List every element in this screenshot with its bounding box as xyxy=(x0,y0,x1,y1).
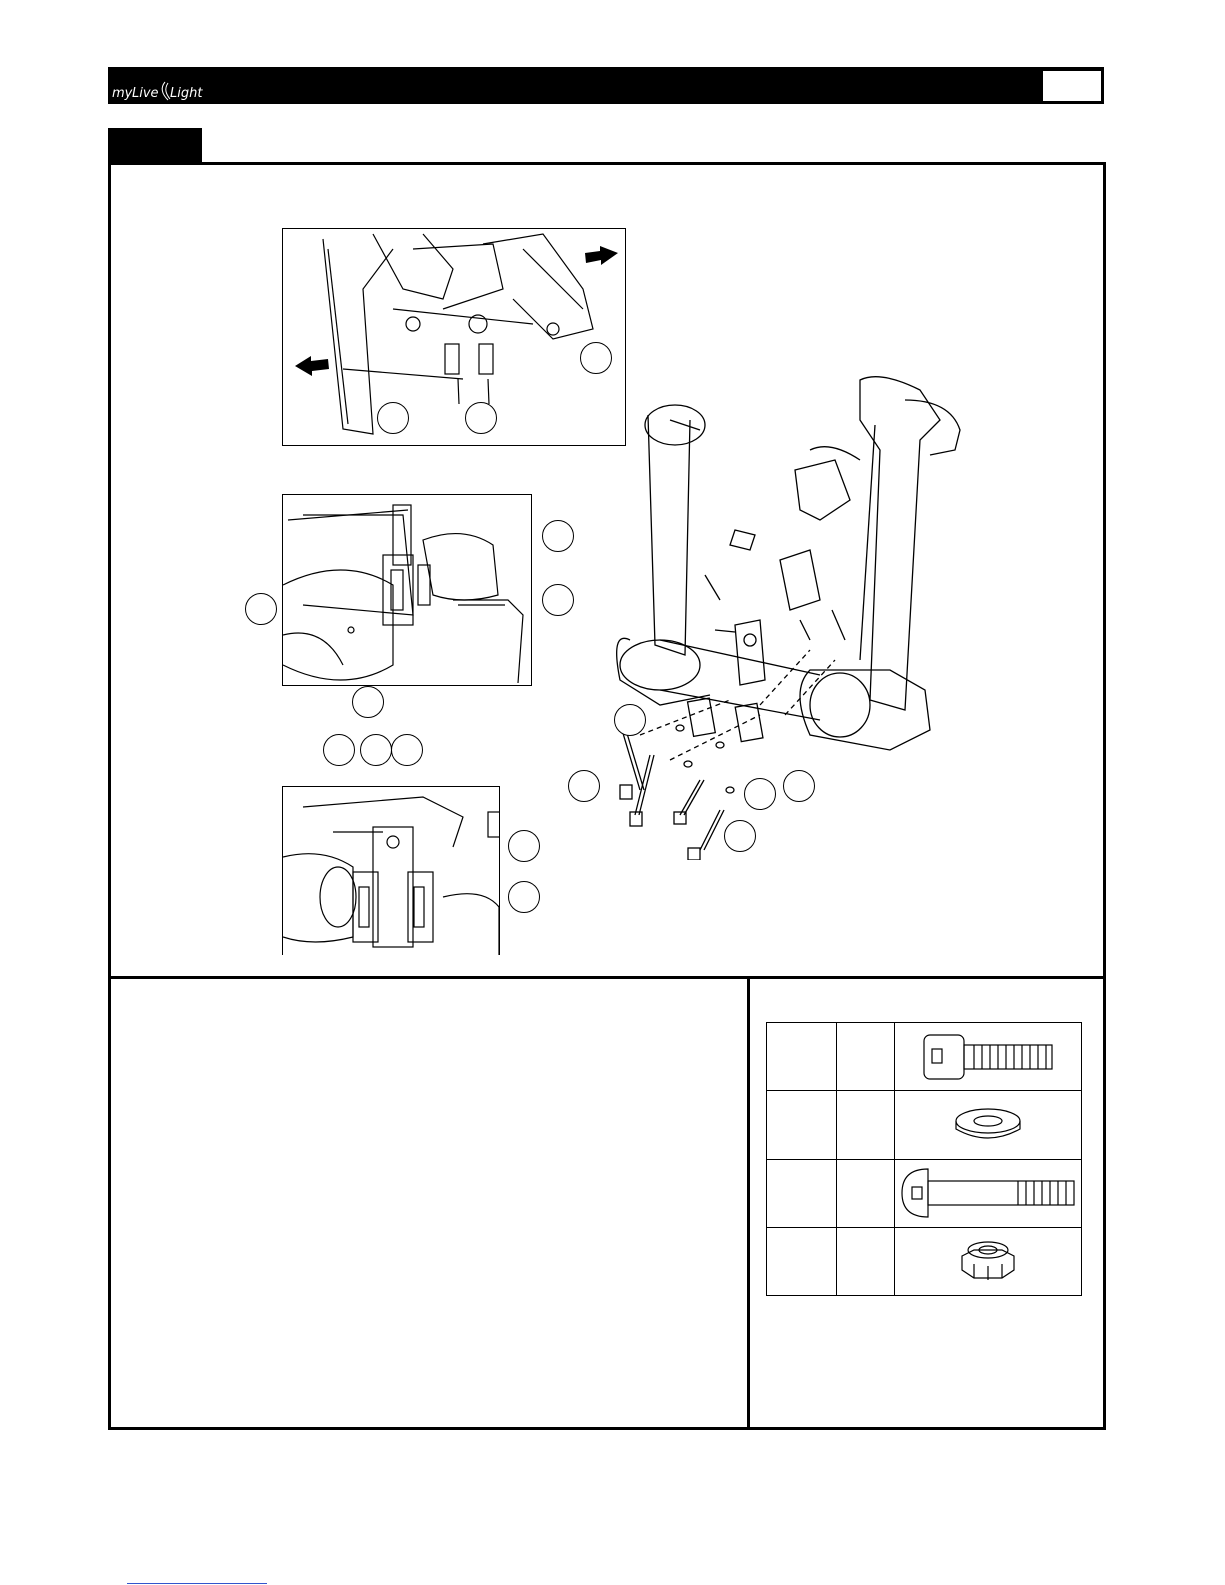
socket-head-bolt-icon xyxy=(918,1029,1058,1085)
step-tab xyxy=(108,128,202,165)
svg-text:my: my xyxy=(112,86,133,101)
callout-main-bolt-short xyxy=(724,820,756,852)
part-number-cell xyxy=(767,1023,837,1091)
page-number-box xyxy=(1042,70,1102,102)
quantity-cell xyxy=(836,1227,894,1295)
svg-text:Live: Live xyxy=(132,86,159,101)
hardware-table xyxy=(766,1022,1082,1296)
callout-view3-2 xyxy=(360,734,392,766)
part-number-cell xyxy=(767,1227,837,1295)
arrow-left-icon xyxy=(295,356,329,376)
detail-view-bracket xyxy=(282,494,532,686)
callout-view3-4 xyxy=(508,830,540,862)
table-row xyxy=(767,1091,1082,1159)
column-divider xyxy=(747,976,750,1427)
arrow-right-icon xyxy=(585,246,618,265)
part-image-cell xyxy=(895,1159,1082,1227)
callout-view3-1 xyxy=(323,734,355,766)
callout-main-washer xyxy=(614,704,646,736)
bolt-detail-illustration xyxy=(283,787,499,955)
part-image-cell xyxy=(895,1227,1082,1295)
callout-view1-left xyxy=(377,402,409,434)
button-head-bolt-icon xyxy=(898,1163,1078,1223)
callout-view1-center xyxy=(465,402,497,434)
table-row xyxy=(767,1159,1082,1227)
table-row xyxy=(767,1023,1082,1091)
callout-main-clamp xyxy=(783,770,815,802)
nylon-lock-nut-icon xyxy=(948,1236,1028,1286)
callout-main-nut xyxy=(744,778,776,810)
section-divider xyxy=(108,976,1106,979)
table-row xyxy=(767,1227,1082,1295)
svg-text:Light: Light xyxy=(170,86,203,101)
quantity-cell xyxy=(836,1023,894,1091)
callout-main-bolt xyxy=(568,770,600,802)
callout-view3-5 xyxy=(508,881,540,913)
detail-view-bolts xyxy=(282,786,500,955)
part-number-cell xyxy=(767,1091,837,1159)
footer-link-underline xyxy=(127,1583,267,1584)
quantity-cell xyxy=(836,1091,894,1159)
callout-view2-left xyxy=(245,593,277,625)
callout-view2-bottom xyxy=(352,686,384,718)
quantity-cell xyxy=(836,1159,894,1227)
callout-view3-3 xyxy=(391,734,423,766)
part-image-cell xyxy=(895,1023,1082,1091)
part-number-cell xyxy=(767,1159,837,1227)
part-image-cell xyxy=(895,1091,1082,1159)
bracket-illustration xyxy=(283,495,531,685)
flat-washer-icon xyxy=(943,1103,1033,1147)
header-bar xyxy=(108,67,1104,104)
brand-logo xyxy=(110,80,210,102)
